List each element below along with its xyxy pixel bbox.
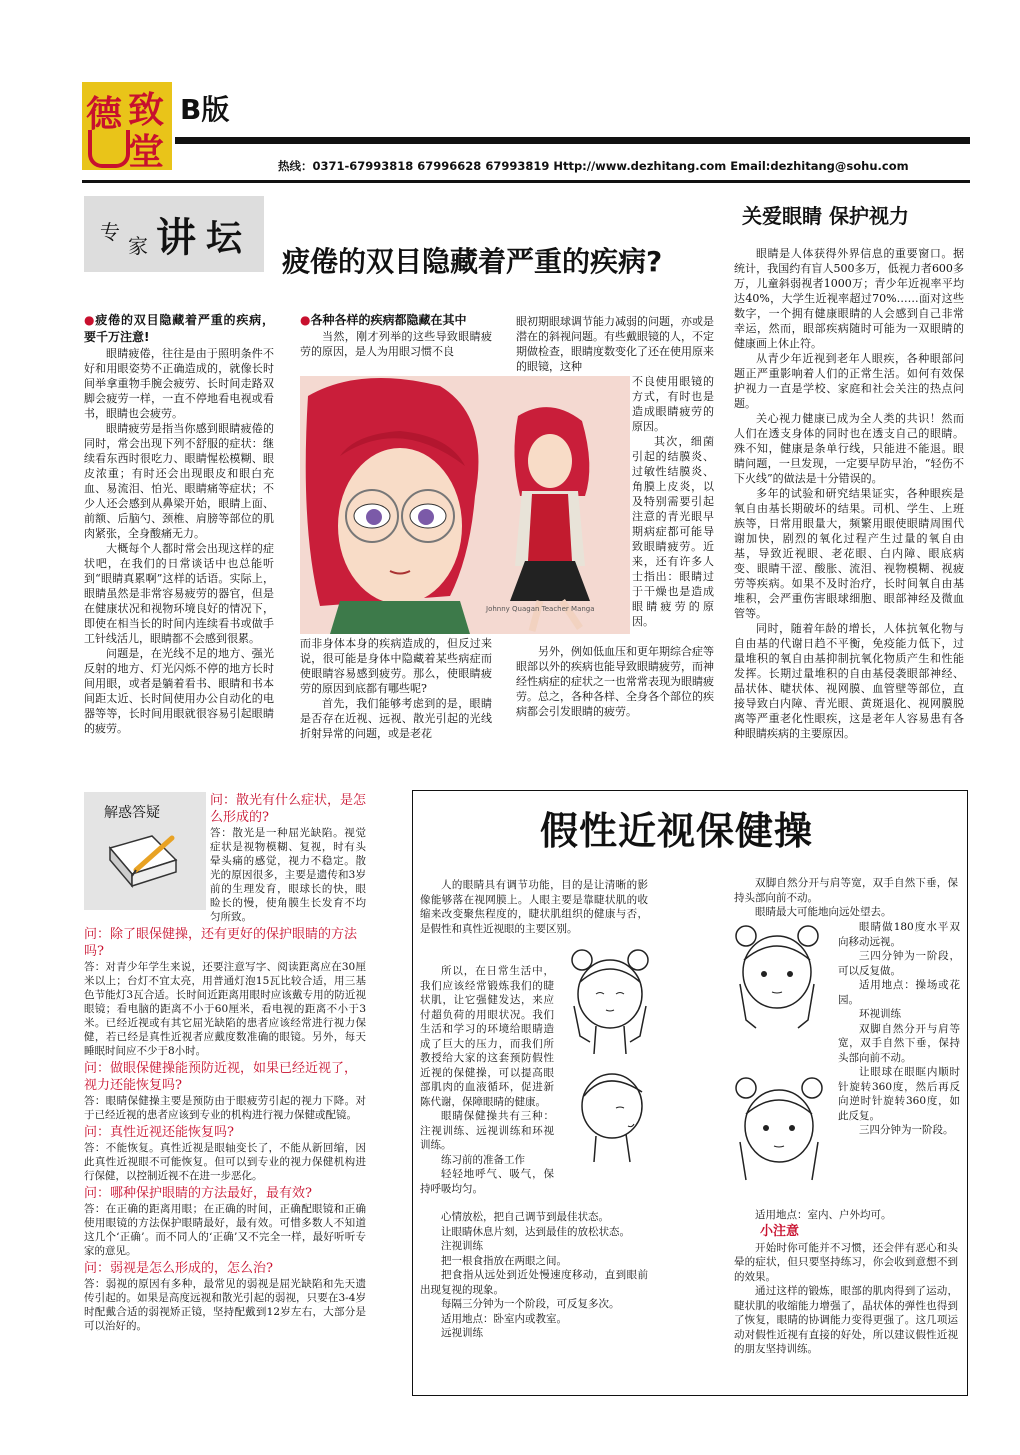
qa-question: 问：散光有什么症状，是怎么形成的? — [210, 793, 367, 825]
col1-paragraph: 大概每个人都时常会出现这样的症状吧，在我们的日常谈话中也总能听到“眼睛真累啊”这样的话语。实际上，眼睛虽然是非常容易疲劳的器官，但是在健康状况和视物环境良好的情况下，即使在相当长的时间内连续看书或做手工针线活儿，眼睛都不会感到很累。 — [84, 542, 274, 645]
exercise-paragraph: 适用地点：卧室内或教室。 — [441, 1312, 567, 1325]
exercise-paragraph: 把一根食指放在两眼之间。 — [441, 1254, 567, 1267]
exercise-paragraph: 适用地点：室内、户外均可。 — [755, 1209, 892, 1221]
exercise-paragraph: 每隔三分钟为一个阶段，可反复多次。 — [441, 1298, 620, 1310]
exercise-paragraph: 轻轻地呼气、吸气，保持呼吸均匀。 — [420, 1168, 554, 1195]
qa-question: 问：做眼保健操能预防近视，如果已经近视了，视力还能恢复吗? — [84, 1061, 358, 1093]
edition-label: B版 — [180, 93, 230, 126]
column-char-2: 家 — [128, 234, 148, 258]
right-title: 关爱眼睛 保护视力 — [742, 204, 909, 228]
column-char-4: 坛 — [206, 217, 243, 259]
exercise-paragraph: 三四分钟为一阶段，可以反复做。 — [838, 950, 960, 977]
qa-answer: 答：散光是一种屈光缺陷。视觉症状是视物模糊、复视，时有头晕头痛的感觉，视力不稳定。散光的原因很多，主要是遗传和3岁前的生理发育，眼球长的快，眼睑长的慢，使角膜生长发育不均匀所致。 — [210, 827, 366, 923]
article-column-2-top — [300, 312, 492, 359]
image-caption: Johnny Quagan Teacher Manga — [486, 605, 595, 613]
tip-paragraph: 开始时你可能并不习惯，还会伴有恶心和头晕的症状，但只要坚持练习，你会收到意想不到的效果。 — [734, 1241, 958, 1283]
girl-illustration — [566, 1066, 654, 1164]
girl-illustration — [724, 1072, 834, 1192]
col3-paragraph: 其次，细菌引起的结膜炎、过敏性结膜炎、角膜上皮炎，以及特别需要引起注意的青光眼早期病症都可能导致眼睛疲劳。近来，还有许多人士指出：眼睛过于干燥也是造成眼睛疲劳的原因。 — [632, 435, 714, 628]
exercise-paragraph: 眼睛做180度水平双向移动远视。 — [838, 921, 960, 948]
col3-paragraph: 不良使用眼镜的方式，有时也是造成眼睛疲劳的原因。 — [632, 375, 714, 433]
qa-answer: 答：对青少年学生来说，还要注意写字、阅读距离应在30厘米以上；台灯不宜太亮，用普通灯泡15瓦比较合适，用三基色节能灯3瓦合适。长时间近距离用眼时应该戴专用的防近视眼镜；看电脑的距离不小于60厘米，看电视的距离不小于3米。已经近视或有其它屈光缺陷的患者应该经常进行视力保健，若已经是真性近视者应戴度数准确的眼镜。另外，每天睡眠时间应不少于8小时。 — [84, 961, 366, 1057]
exercise-right-mid — [838, 920, 960, 1138]
qa-answer: 答：眼睛保健操主要是预防由于眼疲劳引起的视力下降。对于已经近视的患者应该到专业的机构进行视力保健或配镜。 — [84, 1095, 366, 1121]
qa-answer: 答：在正确的距离用眼；在正确的时间，正确配眼镜和正确使用眼镜的方法保护眼睛最好，最有效。可惜多数人不知道这几个‘正确’。而不同人的‘正确’又不完全一样，最好听听专家的意见。 — [84, 1203, 366, 1257]
exercise-paragraph: 适用地点：操场或花园。 — [838, 979, 960, 1006]
exercise-paragraph: 把食指从远处到近处慢速度移动，直到眼前出现复视的现象。 — [420, 1269, 648, 1296]
exercise-paragraph: 眼睛保健操共有三种：注视训练、远视训练和环视训练。 — [420, 1110, 554, 1151]
column-char-3: 讲 — [156, 214, 196, 261]
notebook-pen-icon — [106, 830, 186, 896]
col3-paragraph: 眼初期眼球调节能力减弱的问题，亦或是潜在的斜视问题。有些戴眼镜的人，不定期做检查，眼睛度数变化了还在使用原来的眼镜，这种 — [516, 315, 714, 373]
logo-mark — [88, 130, 130, 168]
exercise-paragraph: 心情放松，把自己调节到最佳状态。 — [441, 1211, 609, 1223]
tip-paragraph: 通过这样的锻炼，眼部的肌肉得到了运动，睫状肌的收缩能力增强了，晶状体的弹性也得到了恢复，眼睛的协调能力变得更强了。这几项运动对假性近视有直接的好处，所以建议假性近视的朋友坚持训练。 — [734, 1285, 958, 1355]
right-paragraph: 同时，随着年龄的增长，人体抗氧化物与自由基的代谢日趋不平衡，免疫能力低下，过量堆积的氧自由基抑制抗氧化物质产生和性能发挥。长期过量堆积的自由基侵袭眼部神经、晶状体、睫状体、视网膜、血管壁等部位，直接导致白内障、青光眼、黄斑退化、视网膜脱离等严重老化性眼疾，这是老年人容易患有各种眼睛疾病的主要原因。 — [734, 622, 964, 740]
headline: 疲倦的双目隐藏着严重的疾病? — [282, 245, 663, 278]
exercise-paragraph: 所以，在日常生活中，我们应该经常锻炼我们的睫状肌，让它强健发达，来应付超负荷的用眼状况。我们生活和学习的环境给眼睛造成了巨大的压力，而我们所教授给大家的这套预防假性近视的保健操，可以提高眼部肌肉的血液循环，促进新陈代谢，保障眼睛的健康。 — [420, 965, 554, 1108]
article-column-1 — [84, 312, 274, 736]
col1-paragraph: 眼睛疲倦，往往是由于照明条件不好和用眼姿势不正确造成的，就像长时间举拿重物手腕会疲劳、长时间走路双脚会疲劳一样，一直不停地看电视或看书，眼睛也会疲劳。 — [84, 347, 274, 420]
col1-paragraph: 问题是，在光线不足的地方、强光反射的地方、灯光闪烁不停的地方长时间用眼，或者是躺着看书、眼睛和书本间距太近、长时间使用办公自动化的电器等等，长时间用眼就很容易引起眼睛的疲劳。 — [84, 647, 274, 735]
qa-question: 问：弱视是怎么形成的，怎么治? — [84, 1261, 273, 1276]
qa-list — [84, 924, 366, 1333]
girl-illustration — [722, 920, 832, 1040]
col2-heading: 各种各样的疾病都隐藏在其中 — [310, 313, 467, 327]
qa-question: 问：真性近视还能恢复吗? — [84, 1125, 234, 1140]
masthead-rule-thin — [82, 180, 970, 183]
exercise-left-top — [420, 878, 648, 936]
qa-first-item — [210, 790, 366, 932]
qa-answer: 答：弱视的原因有多种，最常见的弱视是屈光缺陷和先天遗传引起的。如果是高度远视和散光引起的弱视，只要在3-4岁时配戴合适的弱视矫正镜，坚持配戴到12岁左右，大部分是可以治好的。 — [84, 1278, 366, 1332]
exercise-paragraph: 练习前的准备工作 — [441, 1153, 525, 1166]
exercise-paragraph: 让眼球在眼眶内顺时针旋转360度，然后再反向逆时针旋转360度，如此反复。 — [838, 1066, 960, 1122]
exercise-paragraph: 让眼睛休息片刻，达到最佳的放松状态。 — [441, 1225, 630, 1238]
tip-title: 小注意 — [760, 1223, 800, 1239]
bullet-icon: ● — [300, 313, 311, 327]
exercise-left-bottom — [420, 1210, 648, 1341]
qa-answer: 答：不能恢复。真性近视是眼轴变长了，不能从新回缩，因此真性近视眼不可能恢复。但可以到专业的视力保健机构进行保健，以控制近视不在进一步恶化。 — [84, 1142, 366, 1182]
anime-illustration — [300, 376, 630, 634]
exercise-paragraph: 环视训练 — [859, 1008, 901, 1020]
exercise-right-top — [734, 876, 958, 920]
col2-paragraph: 当然，刚才列举的这些导致眼睛疲劳的原因，是人为用眼习惯不良 — [300, 330, 492, 358]
col2-paragraph: 首先，我们能够考虑到的是，眼睛是否存在近视、远视、散光引起的光线折射异常的问题，或是老花 — [300, 697, 492, 740]
exercise-paragraph: 三四分钟为一阶段。 — [859, 1124, 954, 1136]
column-name-box — [84, 196, 264, 272]
exercise-title: 假性近视保健操 — [540, 809, 814, 853]
masthead-rule — [175, 137, 970, 144]
exercise-paragraph: 双脚自然分开与肩等宽，双手自然下垂，保持头部向前不动。 — [734, 877, 958, 904]
col2-paragraph: 而非身体本身的疾病造成的，但反过来说，很可能是身体中隐藏着某些病症而使眼睛容易感到疲劳。那么，使眼睛疲劳的原因到底都有哪些呢? — [300, 637, 492, 695]
exercise-paragraph: 双脚自然分开与肩等宽，双手自然下垂，保持头部向前不动。 — [838, 1022, 960, 1064]
article-column-3-top — [516, 314, 714, 374]
right-paragraph: 多年的试验和研究结果证实，各种眼疾是氧自由基长期破坏的结果。司机、学生、上班族等，日常用眼量大，频繁用眼使眼睛周围代谢加快，剧烈的氧化过程产生过量的氧自由基，导致近视眼、老花眼、白内障、眼底病变、眼睛干涩、酸胀、流泪、视物模糊、视疲劳等疾病。如果不及时治疗，长时间氧自由基堆积，会严重伤害眼球细胞、眼部神经及微血管等。 — [734, 487, 964, 620]
article-column-2-bottom — [300, 636, 492, 741]
right-paragraph: 眼睛是人体获得外界信息的重要窗口。据统计，我国约有盲人500多万，低视力者600多万，儿童斜弱视者1000万；青少年近视率平均达40%，大学生近视率超过70%……面对这些数字，一个拥有健康眼睛的人会感到自己非常幸运，然而，眼部疾病随时可能为一双眼睛的健康画上休止符。 — [734, 247, 964, 350]
hotline: 热线：0371-67993818 67996628 67993819 Http://www.dezhitang.com Email:dezhitang@sohu.com — [278, 159, 909, 173]
article-column-3-bottom — [516, 644, 714, 719]
exercise-paragraph: 眼睛最大可能地向远处望去。 — [755, 906, 892, 918]
col1-heading: 疲倦的双目隐藏着严重的疾病，要千万注意! — [84, 313, 274, 344]
article-column-3-mid — [632, 374, 714, 629]
column-char-1: 专 — [100, 220, 120, 244]
logo-char-1: 德 — [86, 93, 123, 135]
logo — [82, 82, 172, 173]
exercise-left-mid — [420, 964, 554, 1196]
logo-char-3: 堂 — [128, 131, 165, 173]
qa-label: 解惑答疑 — [104, 805, 160, 821]
col3-paragraph: 另外，例如低血压和更年期综合症等眼部以外的疾病也能导致眼睛疲劳，而神经性病症的症状之一也常常表现为眼睛疲劳。总之，各种各样、全身各个部位的疾病都会引发眼睛的疲劳。 — [516, 645, 714, 718]
bullet-icon: ● — [84, 313, 96, 327]
exercise-paragraph: 注视训练 — [441, 1240, 483, 1252]
col1-paragraph: 眼睛疲劳是指当你感到眼睛疲倦的同时，常会出现下列不舒服的症状：继续看东西时很吃力、眼睛惺松模糊、眼皮浓重；有时还会出现眼皮和眼白充血、易流泪、怕光、眼睛痛等症状；不少人还会感到从鼻梁开始，眼睛上面、前额、后脑勺、颈椎、肩膀等部位的肌肉紧张，全身酸痛无力。 — [84, 422, 274, 540]
qa-label-box — [84, 792, 206, 910]
right-paragraph: 关心视力健康已成为全人类的共识！然而人们在透支身体的同时也在透支自己的眼睛。殊不知，健康是条单行线，只能进不能退。眼睛问题，一旦发现，一定要早防早治，“轻伤不下火线”的做法是十分错误的。 — [734, 412, 964, 485]
qa-question: 问：除了眼保健操，还有更好的保护眼睛的方法吗? — [84, 927, 358, 959]
qa-question: 问：哪种保护眼睛的方法最好，最有效? — [84, 1186, 312, 1201]
right-column — [734, 246, 964, 741]
right-paragraph: 从青少年近视到老年人眼疾，各种眼部问题正严重影响着人们的正常生活。如何有效保护视力一直是学校、家庭和社会关注的热点问题。 — [734, 352, 964, 410]
exercise-right-bottom — [734, 1208, 958, 1357]
exercise-paragraph: 人的眼睛具有调节功能，目的是让清晰的影像能够落在视网膜上。人眼主要是靠睫状肌的收缩来改变聚焦程度的，睫状肌组织的健康与否，是假性和真性近视眼的主要区别。 — [420, 879, 648, 935]
logo-char-2: 致 — [128, 89, 165, 131]
exercise-paragraph: 远视训练 — [441, 1327, 483, 1339]
girl-illustration — [560, 946, 660, 1056]
